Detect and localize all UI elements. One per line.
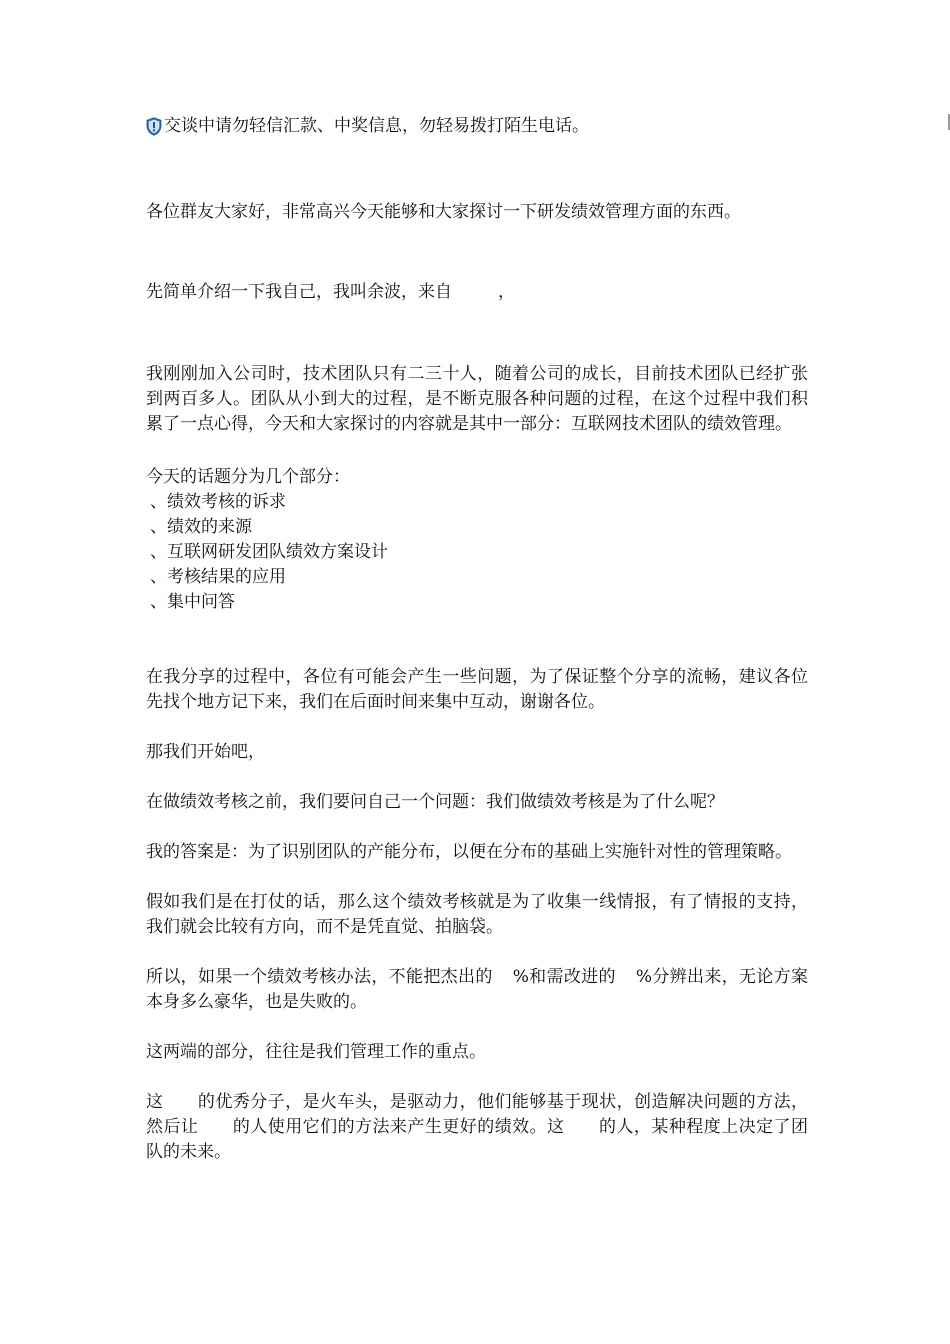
document-body <box>146 114 808 1165</box>
intro-text: 先简单介绍一下我自己，我叫余波，来自 <box>146 282 452 302</box>
top-text-4: 的人，某种程度上决定了团队的未来。 <box>146 1117 809 1162</box>
analogy-paragraph: 假如我们是在打仗的话，那么这个绩效考核就是为了收集一线情报，有了情报的支持，我们就会比较有方向，而不是凭直觉、拍脑袋。 <box>146 892 808 937</box>
list-item: 、互联网研发团队绩效方案设计 <box>150 542 388 562</box>
topics-heading: 今天的话题分为几个部分： <box>146 467 350 487</box>
greeting-paragraph: 各位群友大家好，非常高兴今天能够和大家探讨一下研发绩效管理方面的东西。 <box>146 202 741 222</box>
team-paragraph: 我刚刚加入公司时，技术团队只有二三十人，随着公司的成长，目前技术团队已经扩张到两百多人。团队从小到大的过程，是不断克服各种问题的过程，在这个过程中我们积累了一点心得，今天和大家探讨的内容就是其中一部分：互联网技术团队的绩效管理。 <box>146 364 808 434</box>
list-item: 、集中问答 <box>150 592 235 612</box>
top-performers-paragraph <box>146 1090 808 1165</box>
list-item: 、绩效考核的诉求 <box>150 492 286 512</box>
list-item: 、绩效的来源 <box>150 517 252 537</box>
top-text-1: 这 <box>146 1092 164 1112</box>
intro-paragraph <box>146 280 808 305</box>
top-text-2: 的优秀分子，是火车头，是驱动力，他们能够基于现状，创造解决问题的方法，然后让 <box>146 1092 809 1137</box>
ends-paragraph: 这两端的部分，往往是我们管理工作的重点。 <box>146 1042 486 1062</box>
intro-comma: ， <box>498 282 515 302</box>
so-text-3: %分辨出来，无论方案本身多么豪华，也是失败的。 <box>146 967 809 1012</box>
security-warning <box>146 114 808 139</box>
answer-paragraph: 我的答案是：为了识别团队的产能分布，以便在分布的基础上实施针对性的管理策略。 <box>146 842 792 862</box>
so-paragraph <box>146 965 808 1015</box>
warning-text: 交谈中请勿轻信汇款、中奖信息，勿轻易拨打陌生电话。 <box>164 116 589 136</box>
so-text-1: 所以，如果一个绩效考核办法，不能把杰出的 <box>146 967 493 987</box>
so-text-2: %和需改进的 <box>512 967 616 987</box>
share-paragraph: 在我分享的过程中，各位有可能会产生一些问题，为了保证整个分享的流畅，建议各位先找个地方记下来，我们在后面时间来集中互动，谢谢各位。 <box>146 667 808 712</box>
shield-info-icon <box>146 117 162 136</box>
top-text-3: 的人使用它们的方法来产生更好的绩效。这 <box>232 1117 565 1137</box>
start-paragraph: 那我们开始吧， <box>146 742 265 762</box>
topics-list <box>146 490 808 615</box>
list-item: 、考核结果的应用 <box>150 567 286 587</box>
question-paragraph: 在做绩效考核之前，我们要问自己一个问题：我们做绩效考核是为了什么呢？ <box>146 792 724 812</box>
